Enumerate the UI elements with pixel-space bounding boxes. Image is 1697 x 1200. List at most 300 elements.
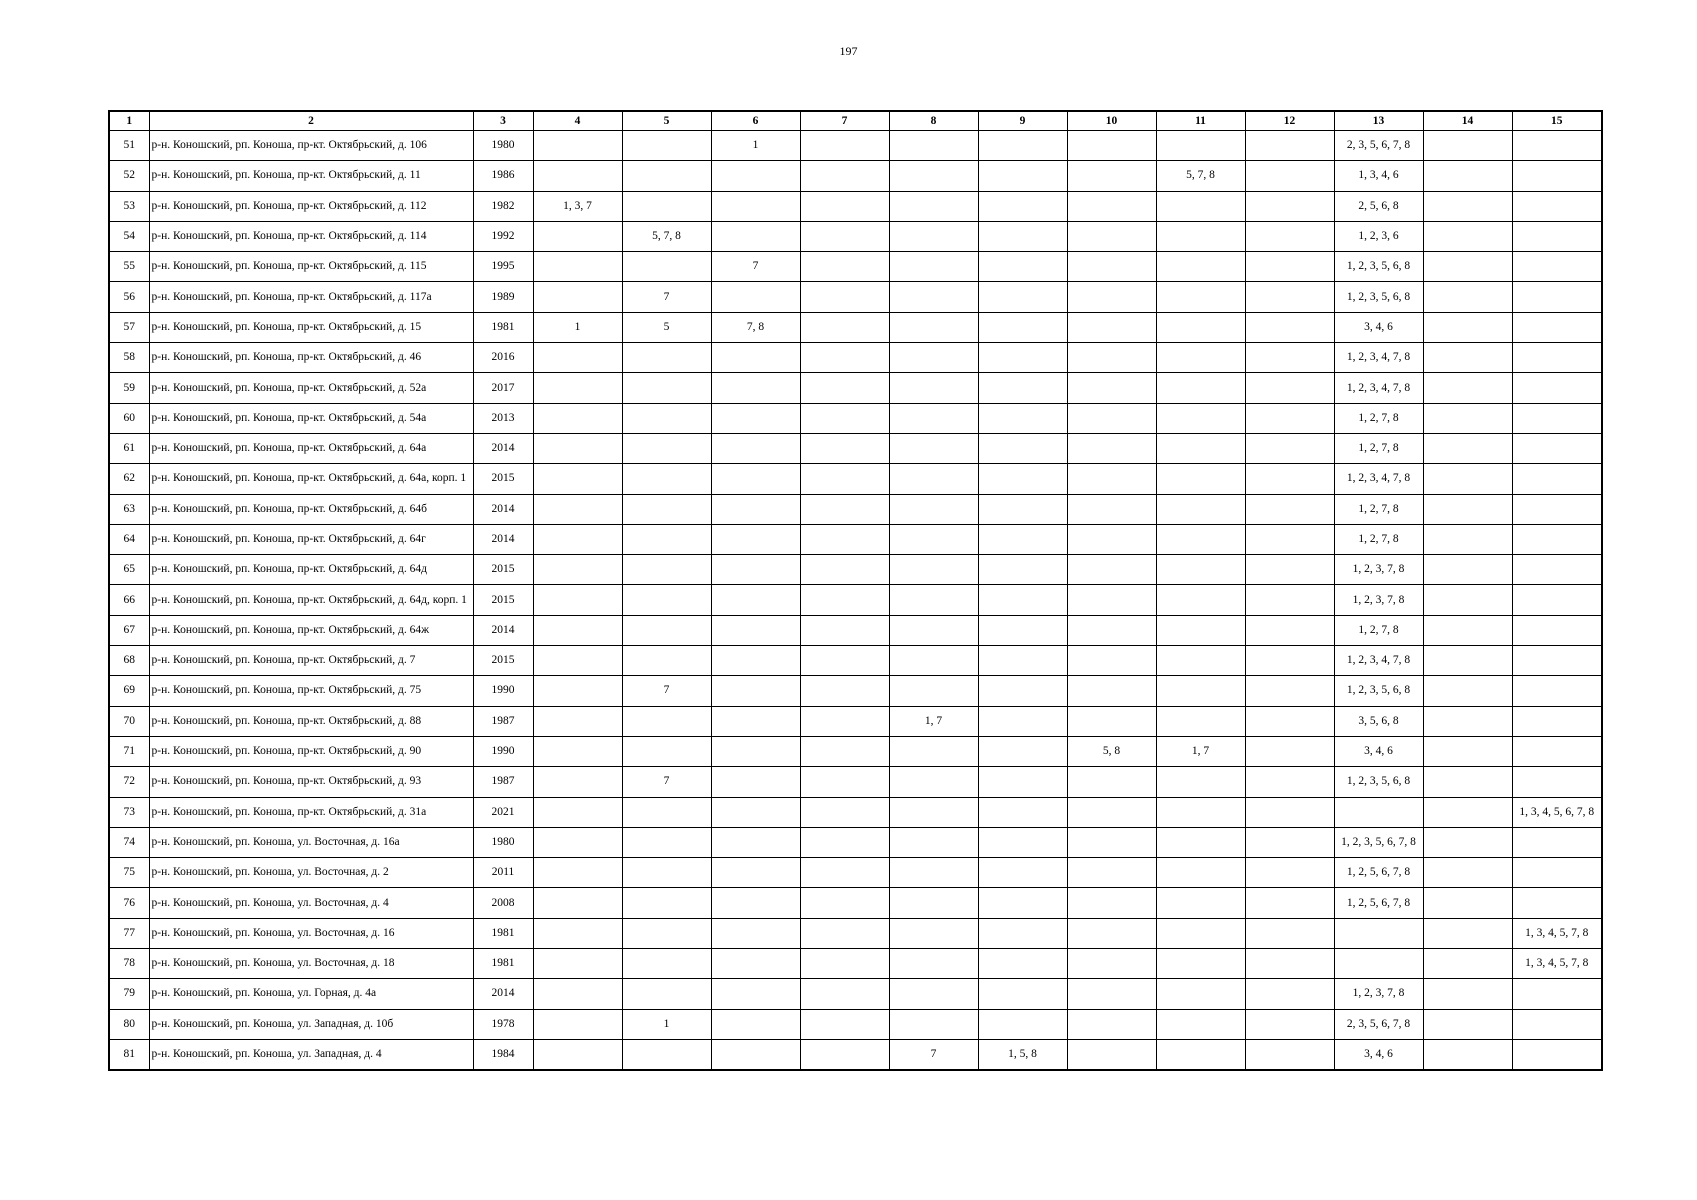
column-13-cell: 1, 3, 4, 6 [1334, 161, 1423, 191]
column-13-cell: 1, 2, 3, 7, 8 [1334, 585, 1423, 615]
column-12-cell [1245, 221, 1334, 251]
column-14-cell [1423, 827, 1512, 857]
table-row [109, 373, 1602, 403]
table-row [109, 464, 1602, 494]
column-13-cell: 1, 2, 5, 6, 7, 8 [1334, 888, 1423, 918]
column-10-cell [1067, 282, 1156, 312]
row-number-cell: 70 [109, 706, 149, 736]
column-8-cell [889, 979, 978, 1009]
column-6-cell [711, 161, 800, 191]
column-13-cell: 1, 2, 3, 5, 6, 8 [1334, 676, 1423, 706]
column-10-cell [1067, 494, 1156, 524]
column-6-cell [711, 524, 800, 554]
column-15-cell [1512, 888, 1602, 918]
column-13-cell: 1, 2, 3, 4, 7, 8 [1334, 464, 1423, 494]
year-cell: 1987 [473, 706, 533, 736]
table-row [109, 979, 1602, 1009]
column-header-6: 6 [711, 111, 800, 131]
column-6-cell [711, 433, 800, 463]
column-10-cell [1067, 131, 1156, 161]
column-7-cell [800, 373, 889, 403]
column-8-cell [889, 191, 978, 221]
table-row [109, 343, 1602, 373]
column-15-cell [1512, 191, 1602, 221]
address-cell: р-н. Коношский, рп. Коноша, ул. Восточная, д. 2 [149, 858, 473, 888]
column-6-cell [711, 494, 800, 524]
column-14-cell [1423, 494, 1512, 524]
column-5-cell [622, 191, 711, 221]
column-12-cell [1245, 979, 1334, 1009]
column-11-cell [1156, 646, 1245, 676]
address-cell: р-н. Коношский, рп. Коноша, пр-кт. Октябрьский, д. 90 [149, 736, 473, 766]
column-header-3: 3 [473, 111, 533, 131]
column-15-cell [1512, 585, 1602, 615]
column-4-cell [533, 949, 622, 979]
column-15-cell: 1, 3, 4, 5, 6, 7, 8 [1512, 797, 1602, 827]
column-8-cell [889, 494, 978, 524]
column-7-cell [800, 1009, 889, 1039]
column-header-4: 4 [533, 111, 622, 131]
column-9-cell [978, 736, 1067, 766]
column-7-cell [800, 736, 889, 766]
column-header-14: 14 [1423, 111, 1512, 131]
address-cell: р-н. Коношский, рп. Коноша, пр-кт. Октябрьский, д. 64а [149, 433, 473, 463]
column-11-cell [1156, 221, 1245, 251]
column-7-cell [800, 161, 889, 191]
column-6-cell [711, 373, 800, 403]
column-11-cell [1156, 706, 1245, 736]
column-5-cell [622, 888, 711, 918]
column-12-cell [1245, 736, 1334, 766]
column-8-cell [889, 252, 978, 282]
column-9-cell [978, 585, 1067, 615]
column-8-cell [889, 464, 978, 494]
column-7-cell [800, 585, 889, 615]
column-header-2: 2 [149, 111, 473, 131]
column-9-cell [978, 555, 1067, 585]
column-6-cell [711, 555, 800, 585]
column-13-cell: 1, 2, 7, 8 [1334, 524, 1423, 554]
column-11-cell [1156, 131, 1245, 161]
column-5-cell [622, 403, 711, 433]
column-5-cell [622, 524, 711, 554]
column-14-cell [1423, 282, 1512, 312]
column-8-cell [889, 312, 978, 342]
column-14-cell [1423, 161, 1512, 191]
column-6-cell [711, 888, 800, 918]
column-12-cell [1245, 191, 1334, 221]
column-12-cell [1245, 403, 1334, 433]
column-8-cell [889, 555, 978, 585]
column-11-cell [1156, 949, 1245, 979]
address-cell: р-н. Коношский, рп. Коноша, пр-кт. Октябрьский, д. 54а [149, 403, 473, 433]
column-7-cell [800, 403, 889, 433]
column-11-cell [1156, 797, 1245, 827]
column-13-cell: 1, 2, 7, 8 [1334, 403, 1423, 433]
column-4-cell [533, 494, 622, 524]
column-7-cell [800, 979, 889, 1009]
table-row [109, 615, 1602, 645]
column-4-cell [533, 282, 622, 312]
column-9-cell [978, 827, 1067, 857]
table-row [109, 706, 1602, 736]
column-5-cell [622, 797, 711, 827]
address-cell: р-н. Коношский, рп. Коноша, ул. Восточная, д. 16а [149, 827, 473, 857]
table-row [109, 827, 1602, 857]
year-cell: 2015 [473, 464, 533, 494]
column-7-cell [800, 827, 889, 857]
column-4-cell [533, 979, 622, 1009]
column-12-cell [1245, 676, 1334, 706]
year-cell: 1980 [473, 131, 533, 161]
column-15-cell [1512, 736, 1602, 766]
column-6-cell [711, 585, 800, 615]
column-11-cell [1156, 433, 1245, 463]
column-7-cell [800, 858, 889, 888]
column-10-cell: 5, 8 [1067, 736, 1156, 766]
column-13-cell: 2, 3, 5, 6, 7, 8 [1334, 1009, 1423, 1039]
column-7-cell [800, 524, 889, 554]
column-11-cell [1156, 1039, 1245, 1069]
column-8-cell [889, 343, 978, 373]
year-cell: 2008 [473, 888, 533, 918]
column-15-cell [1512, 524, 1602, 554]
column-12-cell [1245, 767, 1334, 797]
column-4-cell [533, 827, 622, 857]
address-cell: р-н. Коношский, рп. Коноша, ул. Восточная, д. 16 [149, 918, 473, 948]
column-4-cell [533, 858, 622, 888]
row-number-cell: 72 [109, 767, 149, 797]
year-cell: 1978 [473, 1009, 533, 1039]
column-10-cell [1067, 312, 1156, 342]
column-9-cell [978, 979, 1067, 1009]
column-10-cell [1067, 918, 1156, 948]
column-5-cell [622, 646, 711, 676]
row-number-cell: 62 [109, 464, 149, 494]
column-14-cell [1423, 706, 1512, 736]
column-5-cell: 5 [622, 312, 711, 342]
column-header-13: 13 [1334, 111, 1423, 131]
column-14-cell [1423, 797, 1512, 827]
address-cell: р-н. Коношский, рп. Коноша, пр-кт. Октябрьский, д. 7 [149, 646, 473, 676]
column-10-cell [1067, 858, 1156, 888]
column-10-cell [1067, 827, 1156, 857]
column-9-cell [978, 312, 1067, 342]
column-7-cell [800, 131, 889, 161]
column-9-cell [978, 646, 1067, 676]
column-4-cell [533, 888, 622, 918]
column-11-cell [1156, 403, 1245, 433]
column-12-cell [1245, 827, 1334, 857]
column-8-cell [889, 221, 978, 251]
column-5-cell: 1 [622, 1009, 711, 1039]
table-row [109, 191, 1602, 221]
column-4-cell [533, 433, 622, 463]
address-cell: р-н. Коношский, рп. Коноша, пр-кт. Октябрьский, д. 88 [149, 706, 473, 736]
column-10-cell [1067, 585, 1156, 615]
column-11-cell [1156, 858, 1245, 888]
column-5-cell [622, 343, 711, 373]
column-15-cell [1512, 403, 1602, 433]
column-8-cell [889, 918, 978, 948]
column-8-cell [889, 797, 978, 827]
row-number-cell: 64 [109, 524, 149, 554]
column-4-cell [533, 373, 622, 403]
address-cell: р-н. Коношский, рп. Коноша, пр-кт. Октябрьский, д. 112 [149, 191, 473, 221]
column-4-cell: 1 [533, 312, 622, 342]
year-cell: 2015 [473, 555, 533, 585]
column-15-cell [1512, 494, 1602, 524]
column-13-cell: 1, 2, 3, 4, 7, 8 [1334, 343, 1423, 373]
address-cell: р-н. Коношский, рп. Коноша, пр-кт. Октябрьский, д. 106 [149, 131, 473, 161]
column-14-cell [1423, 524, 1512, 554]
column-14-cell [1423, 1009, 1512, 1039]
column-5-cell [622, 858, 711, 888]
column-11-cell [1156, 555, 1245, 585]
column-7-cell [800, 555, 889, 585]
column-6-cell [711, 1039, 800, 1069]
building-registry-table [108, 110, 1603, 1071]
column-14-cell [1423, 464, 1512, 494]
column-11-cell: 5, 7, 8 [1156, 161, 1245, 191]
row-number-cell: 81 [109, 1039, 149, 1069]
column-4-cell [533, 797, 622, 827]
column-9-cell [978, 252, 1067, 282]
column-13-cell [1334, 949, 1423, 979]
column-6-cell [711, 736, 800, 766]
column-4-cell [533, 676, 622, 706]
column-13-cell: 1, 2, 3, 6 [1334, 221, 1423, 251]
column-9-cell [978, 403, 1067, 433]
column-9-cell [978, 949, 1067, 979]
column-5-cell [622, 131, 711, 161]
column-9-cell [978, 131, 1067, 161]
column-9-cell: 1, 5, 8 [978, 1039, 1067, 1069]
column-15-cell [1512, 555, 1602, 585]
column-6-cell [711, 797, 800, 827]
year-cell: 1990 [473, 736, 533, 766]
column-4-cell [533, 1009, 622, 1039]
column-header-8: 8 [889, 111, 978, 131]
column-14-cell [1423, 888, 1512, 918]
column-4-cell [533, 585, 622, 615]
table-row [109, 433, 1602, 463]
column-10-cell [1067, 1009, 1156, 1039]
column-7-cell [800, 312, 889, 342]
column-12-cell [1245, 131, 1334, 161]
column-15-cell [1512, 282, 1602, 312]
column-9-cell [978, 433, 1067, 463]
column-12-cell [1245, 918, 1334, 948]
column-13-cell: 3, 5, 6, 8 [1334, 706, 1423, 736]
row-number-cell: 76 [109, 888, 149, 918]
column-7-cell [800, 494, 889, 524]
column-15-cell [1512, 161, 1602, 191]
column-15-cell [1512, 767, 1602, 797]
column-8-cell [889, 676, 978, 706]
year-cell: 1981 [473, 949, 533, 979]
column-7-cell [800, 615, 889, 645]
column-9-cell [978, 221, 1067, 251]
address-cell: р-н. Коношский, рп. Коноша, пр-кт. Октябрьский, д. 75 [149, 676, 473, 706]
column-7-cell [800, 221, 889, 251]
row-number-cell: 75 [109, 858, 149, 888]
year-cell: 1989 [473, 282, 533, 312]
column-8-cell [889, 131, 978, 161]
column-13-cell: 3, 4, 6 [1334, 736, 1423, 766]
column-10-cell [1067, 555, 1156, 585]
column-9-cell [978, 343, 1067, 373]
column-13-cell: 2, 5, 6, 8 [1334, 191, 1423, 221]
column-15-cell [1512, 646, 1602, 676]
address-cell: р-н. Коношский, рп. Коноша, пр-кт. Октябрьский, д. 64г [149, 524, 473, 554]
address-cell: р-н. Коношский, рп. Коноша, пр-кт. Октябрьский, д. 64б [149, 494, 473, 524]
column-4-cell [533, 615, 622, 645]
column-5-cell [622, 979, 711, 1009]
column-9-cell [978, 918, 1067, 948]
column-8-cell [889, 161, 978, 191]
column-5-cell [622, 1039, 711, 1069]
column-10-cell [1067, 615, 1156, 645]
column-11-cell [1156, 343, 1245, 373]
table-row [109, 282, 1602, 312]
column-12-cell [1245, 646, 1334, 676]
year-cell: 1986 [473, 161, 533, 191]
column-5-cell [622, 615, 711, 645]
column-9-cell [978, 161, 1067, 191]
row-number-cell: 67 [109, 615, 149, 645]
row-number-cell: 80 [109, 1009, 149, 1039]
row-number-cell: 69 [109, 676, 149, 706]
column-12-cell [1245, 252, 1334, 282]
year-cell: 1981 [473, 312, 533, 342]
address-cell: р-н. Коношский, рп. Коноша, пр-кт. Октябрьский, д. 93 [149, 767, 473, 797]
column-10-cell [1067, 343, 1156, 373]
column-6-cell [711, 646, 800, 676]
column-10-cell [1067, 767, 1156, 797]
column-4-cell [533, 524, 622, 554]
page-number: 197 [839, 44, 858, 58]
column-7-cell [800, 706, 889, 736]
table-row [109, 888, 1602, 918]
column-11-cell [1156, 615, 1245, 645]
column-15-cell [1512, 312, 1602, 342]
column-14-cell [1423, 949, 1512, 979]
column-13-cell: 1, 2, 3, 5, 6, 8 [1334, 282, 1423, 312]
column-11-cell [1156, 524, 1245, 554]
column-7-cell [800, 282, 889, 312]
row-number-cell: 61 [109, 433, 149, 463]
column-6-cell [711, 221, 800, 251]
table-row [109, 403, 1602, 433]
column-15-cell [1512, 676, 1602, 706]
column-9-cell [978, 888, 1067, 918]
column-7-cell [800, 343, 889, 373]
row-number-cell: 66 [109, 585, 149, 615]
column-13-cell: 1, 2, 7, 8 [1334, 615, 1423, 645]
column-13-cell: 1, 2, 7, 8 [1334, 494, 1423, 524]
table-row [109, 221, 1602, 251]
column-14-cell [1423, 555, 1512, 585]
address-cell: р-н. Коношский, рп. Коноша, ул. Восточная, д. 18 [149, 949, 473, 979]
row-number-cell: 71 [109, 736, 149, 766]
column-8-cell [889, 888, 978, 918]
year-cell: 2015 [473, 646, 533, 676]
column-12-cell [1245, 615, 1334, 645]
column-12-cell [1245, 343, 1334, 373]
column-5-cell [622, 706, 711, 736]
column-13-cell: 1, 2, 3, 7, 8 [1334, 979, 1423, 1009]
year-cell: 2016 [473, 343, 533, 373]
year-cell: 2013 [473, 403, 533, 433]
column-6-cell [711, 858, 800, 888]
column-4-cell [533, 221, 622, 251]
column-11-cell [1156, 252, 1245, 282]
column-5-cell [622, 918, 711, 948]
column-12-cell [1245, 494, 1334, 524]
column-11-cell [1156, 1009, 1245, 1039]
address-cell: р-н. Коношский, рп. Коноша, пр-кт. Октябрьский, д. 64д, корп. 1 [149, 585, 473, 615]
column-6-cell [711, 343, 800, 373]
column-8-cell: 7 [889, 1039, 978, 1069]
column-4-cell [533, 464, 622, 494]
column-8-cell [889, 736, 978, 766]
address-cell: р-н. Коношский, рп. Коноша, пр-кт. Октябрьский, д. 64а, корп. 1 [149, 464, 473, 494]
table-row [109, 1039, 1602, 1069]
column-14-cell [1423, 403, 1512, 433]
column-12-cell [1245, 888, 1334, 918]
address-cell: р-н. Коношский, рп. Коноша, ул. Горная, д. 4а [149, 979, 473, 1009]
column-11-cell [1156, 282, 1245, 312]
table-row [109, 1009, 1602, 1039]
column-7-cell [800, 464, 889, 494]
column-8-cell [889, 949, 978, 979]
column-14-cell [1423, 312, 1512, 342]
column-5-cell [622, 464, 711, 494]
column-6-cell [711, 979, 800, 1009]
column-header-11: 11 [1156, 111, 1245, 131]
column-11-cell [1156, 827, 1245, 857]
column-5-cell [622, 949, 711, 979]
column-4-cell [533, 252, 622, 282]
column-6-cell [711, 706, 800, 736]
column-8-cell [889, 615, 978, 645]
column-9-cell [978, 615, 1067, 645]
column-12-cell [1245, 524, 1334, 554]
column-10-cell [1067, 403, 1156, 433]
address-cell: р-н. Коношский, рп. Коноша, ул. Восточная, д. 4 [149, 888, 473, 918]
column-12-cell [1245, 797, 1334, 827]
column-10-cell [1067, 221, 1156, 251]
column-12-cell [1245, 949, 1334, 979]
column-6-cell: 7, 8 [711, 312, 800, 342]
column-15-cell [1512, 1039, 1602, 1069]
column-10-cell [1067, 1039, 1156, 1069]
year-cell: 2015 [473, 585, 533, 615]
column-12-cell [1245, 464, 1334, 494]
row-number-cell: 74 [109, 827, 149, 857]
column-14-cell [1423, 1039, 1512, 1069]
column-5-cell [622, 827, 711, 857]
column-13-cell [1334, 918, 1423, 948]
column-7-cell [800, 918, 889, 948]
table-row [109, 585, 1602, 615]
column-10-cell [1067, 524, 1156, 554]
column-15-cell [1512, 343, 1602, 373]
column-10-cell [1067, 464, 1156, 494]
row-number-cell: 53 [109, 191, 149, 221]
column-5-cell: 7 [622, 676, 711, 706]
